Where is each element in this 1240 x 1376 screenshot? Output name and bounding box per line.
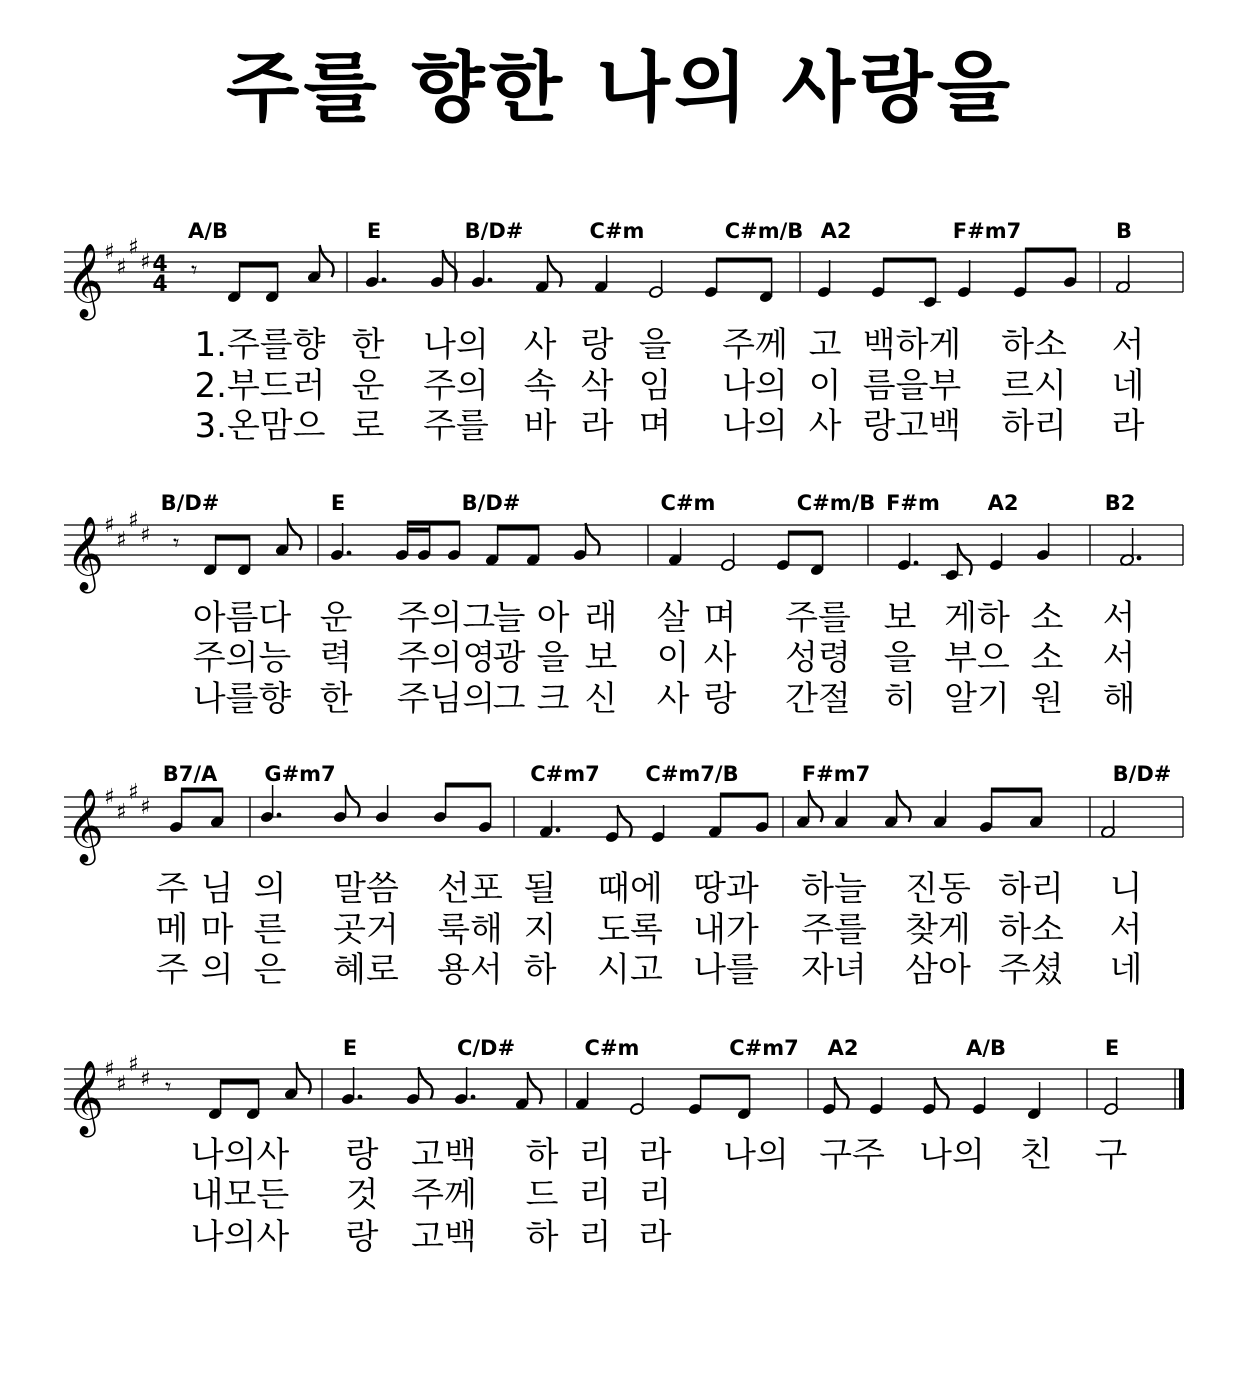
lyric-syllable: 서 bbox=[1102, 638, 1136, 678]
lyric-syllable: 백하게 bbox=[862, 325, 962, 365]
chord-symbol: C#m bbox=[584, 1036, 640, 1060]
chord-symbol: G#m7 bbox=[264, 762, 336, 786]
lyric-syllable: 라 bbox=[580, 406, 614, 446]
lyric-syllable: 나의사 bbox=[190, 1135, 290, 1175]
key-sharp-icon: ♯ bbox=[128, 508, 139, 533]
chord-symbol: F#m bbox=[886, 491, 940, 515]
note-flag bbox=[419, 1067, 433, 1099]
chord-symbol: E bbox=[1104, 1036, 1120, 1060]
augmentation-dot bbox=[471, 1095, 476, 1100]
eighth-rest-icon: 𝄾 bbox=[173, 529, 180, 557]
lyric-syllable: 주셨 bbox=[998, 950, 1064, 990]
chord-symbol: B/D# bbox=[461, 491, 521, 515]
lyric-syllable: 사 bbox=[808, 406, 842, 446]
lyric-syllable: 운 bbox=[319, 598, 353, 638]
augmentation-dot bbox=[556, 828, 561, 833]
eighth-rest-icon: 𝄾 bbox=[191, 256, 198, 284]
lyric-syllable: 룩해 bbox=[437, 910, 503, 950]
lyric-syllable: 살 bbox=[656, 598, 690, 638]
note-flag bbox=[618, 805, 632, 837]
lyric-syllable: 의 bbox=[253, 869, 287, 909]
lyric-syllable: 네 bbox=[1111, 366, 1145, 406]
chord-symbol: C#m bbox=[660, 491, 716, 515]
augmentation-dot bbox=[347, 551, 352, 556]
chord-symbol: C#m7 bbox=[530, 762, 600, 786]
staff-system bbox=[64, 1036, 1184, 1257]
chord-symbol: E bbox=[366, 219, 382, 243]
lyric-syllable: 혜로 bbox=[333, 950, 399, 990]
chord-symbol: E bbox=[342, 1036, 358, 1060]
lyric-syllable: 력 bbox=[319, 638, 353, 678]
lyric-syllable: 주님의 bbox=[396, 679, 496, 719]
chord-symbol: F#m7 bbox=[801, 762, 871, 786]
lyric-syllable: 구주 bbox=[819, 1135, 885, 1175]
lyric-syllable: 곳거 bbox=[333, 910, 399, 950]
chord-symbol: B/D# bbox=[1112, 762, 1172, 786]
lyric-syllable: 때에 bbox=[597, 869, 663, 909]
lyric-syllable: 르시 bbox=[1001, 366, 1067, 406]
final-bar-thick bbox=[1179, 1069, 1184, 1109]
key-sharp-icon: ♯ bbox=[140, 250, 151, 275]
lyric-syllable: 소 bbox=[1030, 638, 1064, 678]
lyric-syllable: 리 bbox=[578, 1135, 612, 1175]
key-sharp-icon: ♯ bbox=[116, 800, 127, 825]
lyric-syllable: 랑 bbox=[345, 1135, 379, 1175]
note-flag bbox=[935, 1077, 949, 1109]
lyric-syllable: 보 bbox=[584, 638, 618, 678]
key-sharp-icon: ♯ bbox=[140, 795, 151, 820]
chord-symbol: B2 bbox=[1104, 491, 1136, 515]
lyric-syllable: 하 bbox=[525, 1217, 559, 1257]
lyric-syllable: 주의영 bbox=[396, 638, 496, 678]
chord-symbol: B/D# bbox=[464, 219, 524, 243]
lyric-syllable: 랑 bbox=[580, 325, 614, 365]
staff-system bbox=[64, 762, 1183, 990]
lyric-syllable: 내가 bbox=[693, 910, 759, 950]
lyric-syllable: 름을부 bbox=[862, 366, 962, 406]
lyric-syllable: 소 bbox=[1030, 598, 1064, 638]
lyric-syllable: 운 bbox=[351, 366, 385, 406]
chord-symbol: E bbox=[330, 491, 346, 515]
staff-system bbox=[64, 219, 1183, 446]
lyric-syllable: 고 bbox=[808, 325, 842, 365]
lyric-syllable: 1.주를향 bbox=[194, 325, 326, 365]
lyric-syllable: 이 bbox=[656, 638, 690, 678]
lyric-syllable: 간절 bbox=[785, 679, 851, 719]
lyric-syllable: 서 bbox=[1102, 598, 1136, 638]
chord-symbol: A/B bbox=[966, 1036, 1006, 1060]
lyric-syllable: 사 bbox=[523, 325, 557, 365]
lyric-syllable: 사 bbox=[656, 679, 690, 719]
lyric-syllable: 구 bbox=[1094, 1135, 1128, 1175]
lyric-syllable: 지 bbox=[523, 910, 557, 950]
chord-symbol: C#m7 bbox=[729, 1036, 799, 1060]
lyric-syllable: 나를 bbox=[693, 950, 759, 990]
lyric-syllable: 해 bbox=[1102, 679, 1136, 719]
lyric-syllable: 히 bbox=[883, 679, 917, 719]
lyric-syllable: 하리 bbox=[1001, 406, 1067, 446]
lyric-syllable: 2.부드러 bbox=[194, 366, 326, 406]
note-flag bbox=[958, 543, 972, 575]
lyric-syllable: 그 bbox=[492, 679, 526, 719]
lyric-syllable: 자녀 bbox=[801, 950, 867, 990]
chord-symbol: A2 bbox=[827, 1036, 859, 1060]
lyric-syllable: 될 bbox=[523, 869, 557, 909]
lyric-syllable: 나의사 bbox=[190, 1217, 290, 1257]
time-signature-bottom: 4 bbox=[152, 272, 168, 297]
lyric-syllable: 주께 bbox=[411, 1175, 477, 1215]
chord-symbol: B7/A bbox=[162, 762, 218, 786]
lyric-syllable: 주를 bbox=[801, 910, 867, 950]
lyric-syllable: 리 bbox=[578, 1175, 612, 1215]
note-flag bbox=[346, 785, 360, 817]
lyric-syllable: 나의 bbox=[722, 366, 788, 406]
lyric-syllable: 신 bbox=[584, 679, 618, 719]
lyric-syllable: 며 bbox=[703, 598, 737, 638]
lyric-syllable: 하소 bbox=[998, 910, 1064, 950]
lyric-syllable: 로 bbox=[351, 406, 385, 446]
lyric-syllable: 선포 bbox=[437, 869, 503, 909]
chord-symbol: A2 bbox=[820, 219, 852, 243]
lyric-syllable: 성령 bbox=[785, 638, 851, 678]
lyric-syllable: 을 bbox=[536, 638, 570, 678]
lyric-syllable: 라 bbox=[638, 1217, 672, 1257]
chord-symbol: A2 bbox=[987, 491, 1019, 515]
lyric-syllable: 드 bbox=[525, 1175, 559, 1215]
lyric-syllable: 서 bbox=[1109, 910, 1143, 950]
lyric-syllable: 며 bbox=[638, 406, 672, 446]
lyric-syllable: 은 bbox=[253, 950, 287, 990]
lyric-syllable: 한 bbox=[351, 325, 385, 365]
lyric-syllable: 나의 bbox=[722, 406, 788, 446]
time-signature-top: 4 bbox=[152, 252, 168, 277]
lyric-syllable: 임 bbox=[638, 366, 672, 406]
augmentation-dot bbox=[914, 561, 919, 566]
chord-symbol: C#m/B bbox=[724, 219, 804, 243]
lyric-syllable: 메 bbox=[155, 910, 189, 950]
lyric-syllable: 것 bbox=[345, 1175, 379, 1215]
lyric-syllable: 3.온맘으 bbox=[194, 406, 326, 446]
lyric-syllable: 라 bbox=[638, 1135, 672, 1175]
lyric-syllable: 래 bbox=[584, 598, 618, 638]
chord-symbol: B/D# bbox=[160, 491, 220, 515]
lyric-syllable: 용서 bbox=[437, 950, 503, 990]
lyric-syllable: 주의그 bbox=[396, 598, 496, 638]
note-flag bbox=[586, 523, 600, 555]
chord-symbol: B bbox=[1115, 219, 1133, 243]
lyric-syllable: 님 bbox=[200, 869, 234, 909]
lyric-syllable: 서 bbox=[1111, 325, 1145, 365]
lyric-syllable: 하늘 bbox=[801, 869, 867, 909]
key-sharp-icon: ♯ bbox=[140, 1067, 151, 1092]
lyric-syllable: 주를 bbox=[423, 406, 489, 446]
lyric-syllable: 진동 bbox=[905, 869, 971, 909]
lyric-syllable: 하 bbox=[525, 1135, 559, 1175]
key-sharp-icon: ♯ bbox=[140, 523, 151, 548]
lyric-syllable: 네 bbox=[1109, 950, 1143, 990]
lyric-syllable: 하리 bbox=[998, 869, 1064, 909]
lyric-syllable: 주의능 bbox=[192, 638, 292, 678]
chord-symbol: C#m bbox=[589, 219, 645, 243]
lyric-syllable: 을 bbox=[883, 638, 917, 678]
note-flag bbox=[835, 1077, 849, 1109]
lyric-syllable: 부으 bbox=[944, 638, 1010, 678]
chord-symbol: C#m/B bbox=[796, 491, 876, 515]
lyric-syllable: 속 bbox=[523, 366, 557, 406]
key-sharp-icon: ♯ bbox=[104, 1057, 115, 1082]
lyric-syllable: 랑 bbox=[345, 1217, 379, 1257]
lyric-syllable: 땅과 bbox=[693, 869, 759, 909]
lyric-syllable: 광 bbox=[492, 638, 526, 678]
lyric-syllable: 삭 bbox=[580, 366, 614, 406]
lyric-syllable: 한 bbox=[319, 679, 353, 719]
chord-symbol: C/D# bbox=[456, 1036, 516, 1060]
lyric-syllable: 시고 bbox=[597, 950, 663, 990]
augmentation-dot bbox=[382, 278, 387, 283]
lyric-syllable: 원 bbox=[1030, 679, 1064, 719]
key-sharp-icon: ♯ bbox=[128, 780, 139, 805]
lyric-syllable: 나를향 bbox=[192, 679, 292, 719]
lyric-syllable: 말씀 bbox=[333, 869, 399, 909]
lyric-syllable: 보 bbox=[883, 598, 917, 638]
lyric-syllable: 의 bbox=[200, 950, 234, 990]
lyric-syllable: 바 bbox=[523, 406, 557, 446]
key-sharp-icon: ♯ bbox=[128, 1052, 139, 1077]
treble-clef-icon: 𝄞 bbox=[66, 789, 104, 863]
lyric-syllable: 아 bbox=[536, 598, 570, 638]
lyric-syllable: 나의 bbox=[423, 325, 489, 365]
lyric-syllable: 랑고백 bbox=[862, 406, 962, 446]
lyric-syllable: 친 bbox=[1019, 1135, 1053, 1175]
lyric-syllable: 주 bbox=[155, 950, 189, 990]
treble-clef-icon: 𝄞 bbox=[66, 244, 104, 318]
lyric-syllable: 라 bbox=[1111, 406, 1145, 446]
lyric-syllable: 내모든 bbox=[190, 1175, 290, 1215]
key-sharp-icon: ♯ bbox=[116, 1072, 127, 1097]
augmentation-dot bbox=[277, 813, 282, 818]
lyric-syllable: 삼아 bbox=[905, 950, 971, 990]
lyric-syllable: 하 bbox=[523, 950, 557, 990]
eighth-rest-icon: 𝄾 bbox=[165, 1073, 172, 1101]
lyric-syllable: 마 bbox=[200, 910, 234, 950]
chord-symbol: C#m7/B bbox=[645, 762, 739, 786]
lyric-syllable: 도록 bbox=[597, 910, 663, 950]
lyric-syllable: 찾게 bbox=[905, 910, 971, 950]
treble-clef-icon: 𝄞 bbox=[66, 1061, 104, 1135]
key-sharp-icon: ♯ bbox=[104, 513, 115, 538]
lyric-syllable: 늘 bbox=[492, 598, 526, 638]
key-sharp-icon: ♯ bbox=[128, 235, 139, 260]
lyric-syllable: 이 bbox=[808, 366, 842, 406]
lyric-syllable: 아름다 bbox=[192, 598, 292, 638]
lyric-syllable: 랑 bbox=[703, 679, 737, 719]
staff-system bbox=[64, 491, 1183, 719]
lyric-syllable: 주를 bbox=[785, 598, 851, 638]
lyric-syllable: 크 bbox=[536, 679, 570, 719]
lyric-syllable: 알기 bbox=[944, 679, 1010, 719]
augmentation-dot bbox=[358, 1095, 363, 1100]
augmentation-dot bbox=[1137, 556, 1142, 561]
key-sharp-icon: ♯ bbox=[104, 785, 115, 810]
lyric-syllable: 사 bbox=[703, 638, 737, 678]
song-title: 주를 향한 나의 사랑을 bbox=[225, 43, 1015, 132]
lyric-syllable: 게하 bbox=[944, 598, 1010, 638]
lyric-syllable: 을 bbox=[638, 325, 672, 365]
chord-symbol: A/B bbox=[188, 219, 228, 243]
lyric-syllable: 고백 bbox=[411, 1135, 477, 1175]
chord-symbol: F#m7 bbox=[952, 219, 1022, 243]
key-sharp-icon: ♯ bbox=[116, 528, 127, 553]
lyric-syllable: 리 bbox=[638, 1175, 672, 1215]
lyric-syllable: 른 bbox=[253, 910, 287, 950]
key-sharp-icon: ♯ bbox=[104, 240, 115, 265]
lyric-syllable: 하소 bbox=[1001, 325, 1067, 365]
augmentation-dot bbox=[488, 278, 493, 283]
key-sharp-icon: ♯ bbox=[116, 255, 127, 280]
lyric-syllable: 나의 bbox=[919, 1135, 985, 1175]
lyric-syllable: 주의 bbox=[423, 366, 489, 406]
lyric-syllable: 고백 bbox=[411, 1217, 477, 1257]
lyric-syllable: 주께 bbox=[722, 325, 788, 365]
lyric-syllable: 나의 bbox=[723, 1135, 789, 1175]
lyric-syllable: 니 bbox=[1109, 869, 1143, 909]
lyric-syllable: 리 bbox=[578, 1217, 612, 1257]
lyric-syllable: 주 bbox=[155, 869, 189, 909]
treble-clef-icon: 𝄞 bbox=[66, 517, 104, 591]
